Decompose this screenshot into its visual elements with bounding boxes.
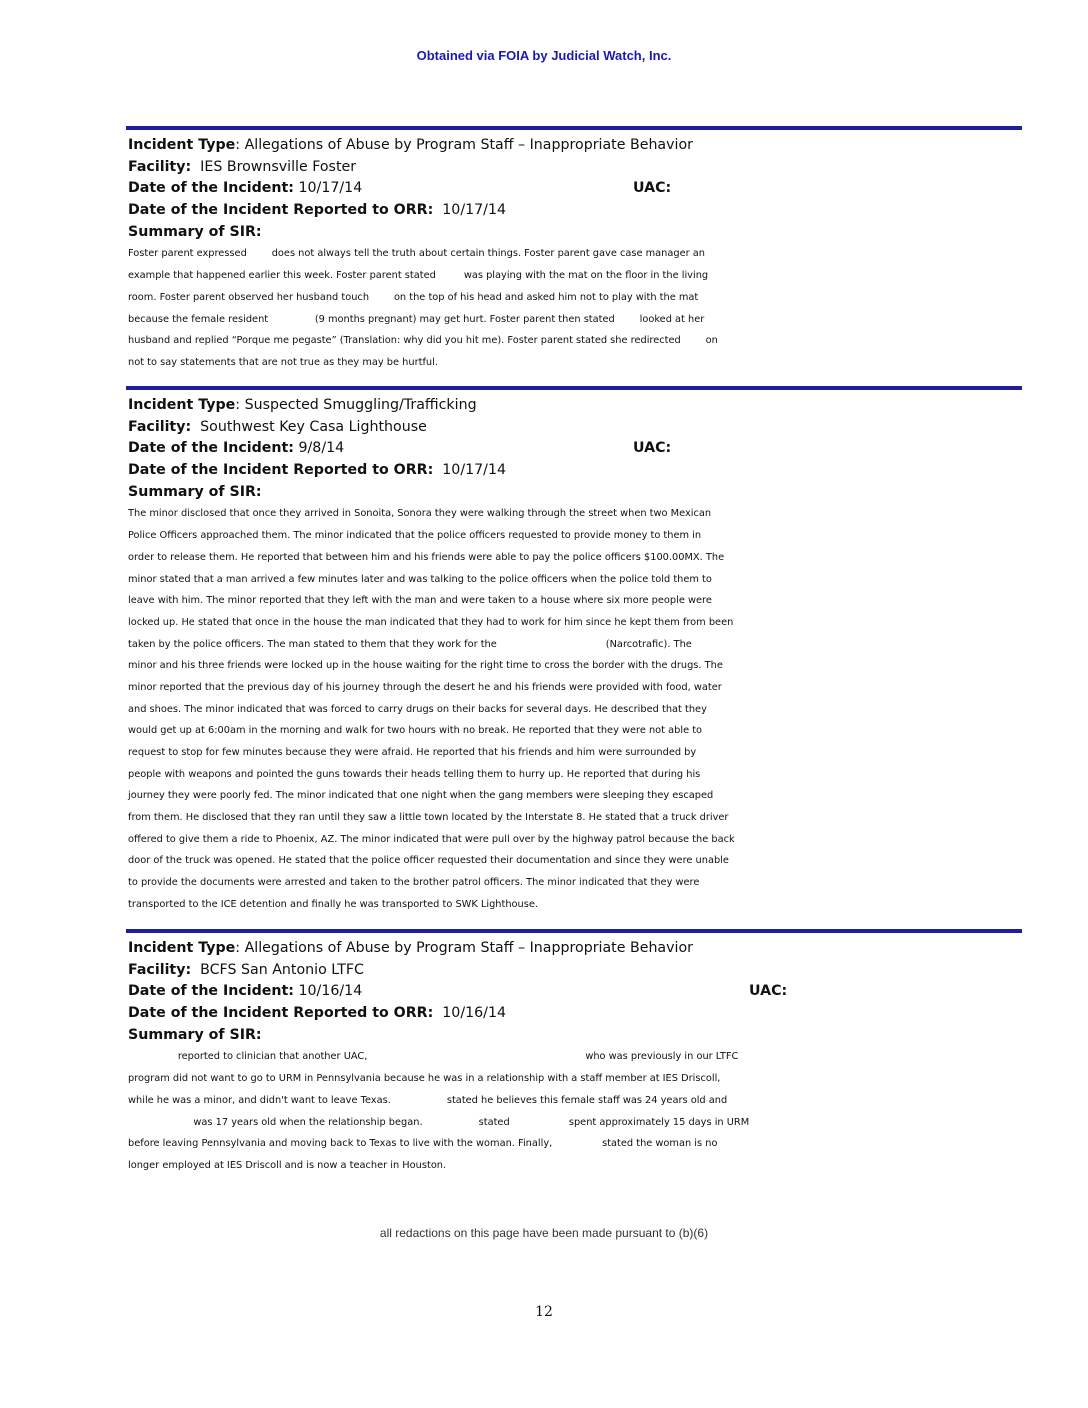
reported-label: Date of the Incident Reported to ORR: [128, 1005, 434, 1022]
summary-line: minor stated that a man arrived a few minutes later and was talking to the police officers when the police told them to [128, 573, 712, 585]
incident-type-line: Incident Type: Allegations of Abuse by Program Staff – Inappropriate Behavior [128, 940, 693, 956]
summary-label: Summary of SIR: [128, 483, 262, 500]
date-line [128, 178, 1023, 200]
summary-line: program did not want to go to URM in Pennsylvania because he was in a relationship with a staff member at IES Driscoll, [128, 1073, 721, 1085]
reported-line [128, 1003, 1023, 1025]
date-value: 10/17/14 [298, 180, 363, 197]
summary-line: not to say statements that are not true as they may be hurtful. [128, 356, 438, 368]
summary-line: longer employed at IES Driscoll and is now a teacher in Houston. [128, 1159, 447, 1171]
summary-line: and shoes. The minor indicated that was forced to carry drugs on their backs for several days. He described that they [128, 703, 707, 715]
incident-type-line: Incident Type: Suspected Smuggling/Trafficking [128, 397, 477, 413]
reported-line [128, 460, 1023, 482]
incident-record [128, 135, 1023, 374]
summary-text [128, 1046, 1023, 1176]
summary-line: minor reported that the previous day of his journey through the desert he and his friends were provided with food, water [128, 681, 722, 693]
summary-line: Foster parent expressed does not always tell the truth about certain things. Foster parent gave case manager an [128, 248, 705, 260]
summary-line: minor and his three friends were locked up in the house waiting for the right time to cross the border with the drugs. The [128, 660, 723, 672]
summary-line: before leaving Pennsylvania and moving back to Texas to live with the woman. Finally, stated the woman is no [128, 1138, 718, 1150]
uac-label: UAC: [633, 440, 672, 457]
incident-type-value: Allegations of Abuse by Program Staff – Inappropriate Behavior [244, 137, 693, 153]
summary-label: Summary of SIR: [128, 1026, 262, 1043]
summary-line: Police Officers approached them. The minor indicated that the police officers requested to provide money to them in [128, 530, 702, 542]
facility-label: Facility: [128, 418, 192, 435]
section-divider [126, 929, 1022, 933]
summary-line: to provide the documents were arrested and taken to the brother patrol officers. The minor indicated that they were [128, 877, 700, 889]
incident-type-value: Allegations of Abuse by Program Staff – Inappropriate Behavior [244, 940, 693, 956]
summary-line: reported to clinician that another UAC, who was previously in our LTFC [128, 1051, 739, 1063]
summary-line: was 17 years old when the relationship began. stated spent approximately 15 days in URM [128, 1116, 750, 1128]
summary-label: Summary of SIR: [128, 223, 262, 240]
summary-line: door of the truck was opened. He stated that the police officer requested their documentation and since they were unable [128, 855, 729, 867]
facility-line [128, 960, 1023, 982]
summary-line: taken by the police officers. The man stated to them that they work for the (Narcotrafic). The [128, 638, 692, 650]
summary-line: request to stop for few minutes because they were afraid. He reported that his friends and him were surrounded by [128, 747, 697, 758]
summary-line: because the female resident (9 months pregnant) may get hurt. Foster parent then stated looked at her [128, 313, 705, 325]
facility-label: Facility: [128, 961, 192, 978]
reported-label: Date of the Incident Reported to ORR: [128, 202, 434, 219]
reported-value: 10/17/14 [442, 202, 507, 219]
facility-value: BCFS San Antonio LTFC [200, 961, 364, 978]
summary-text [128, 243, 1023, 373]
reported-label: Date of the Incident Reported to ORR: [128, 462, 434, 479]
uac-label: UAC: [633, 180, 672, 197]
summary-line: husband and replied “Porque me pegaste” (Translation: why did you hit me). Foster parent stated she redirected on [128, 335, 718, 347]
incident-type-label: Incident Type [128, 137, 236, 153]
summary-line: example that happened earlier this week. Foster parent stated was playing with the mat on the floor in the living [128, 270, 709, 282]
uac-label: UAC: [749, 983, 788, 1000]
incident-record [128, 395, 1023, 916]
section-divider [126, 126, 1022, 130]
summary-line: would get up at 6:00am in the morning and walk for two hours with no break. He reported that they were not able to [128, 725, 703, 737]
date-line [128, 981, 1023, 1003]
date-value: 9/8/14 [298, 440, 345, 457]
summary-line: leave with him. The minor reported that they left with the man and were taken to a house where six more people were [128, 595, 712, 607]
summary-line: transported to the ICE detention and finally he was transported to SWK Lighthouse. [128, 898, 539, 910]
facility-value: IES Brownsville Foster [200, 158, 357, 175]
reported-line [128, 200, 1023, 222]
incident-type-value: Suspected Smuggling/Trafficking [244, 397, 477, 413]
summary-line: room. Foster parent observed her husband touch on the top of his head and asked him not to play with the mat [128, 291, 699, 303]
date-label: Date of the Incident: [128, 983, 294, 1000]
summary-line: journey they were poorly fed. The minor indicated that one night when the gang members were sleeping they escaped [128, 790, 714, 802]
incident-record [128, 938, 1023, 1177]
date-label: Date of the Incident: [128, 180, 294, 197]
date-value: 10/16/14 [298, 983, 363, 1000]
foia-header: Obtained via FOIA by Judicial Watch, Inc. [416, 48, 672, 63]
facility-label: Facility: [128, 158, 192, 175]
summary-line: while he was a minor, and didn't want to leave Texas. stated he believes this female staff was 24 years old and [128, 1094, 728, 1106]
redaction-note: all redactions on this page have been made pursuant to (b)(6) [379, 1226, 709, 1240]
summary-line: people with weapons and pointed the guns towards their heads telling them to hurry up. He reported that during his [128, 768, 701, 780]
incident-type-label: Incident Type [128, 397, 236, 413]
incident-type-label: Incident Type [128, 940, 236, 956]
date-label: Date of the Incident: [128, 440, 294, 457]
page-number: 12 [535, 1304, 553, 1320]
facility-value: Southwest Key Casa Lighthouse [200, 418, 427, 435]
summary-line: offered to give them a ride to Phoenix, AZ. The minor indicated that were pull over by the highway patrol because the back [128, 833, 735, 845]
facility-line [128, 417, 1023, 439]
incident-type-line: Incident Type: Allegations of Abuse by Program Staff – Inappropriate Behavior [128, 137, 693, 153]
summary-line: from them. He disclosed that they ran until they saw a little town located by the Interstate 8. He stated that a truck driver [128, 812, 729, 824]
reported-value: 10/17/14 [442, 462, 507, 479]
reported-value: 10/16/14 [442, 1005, 507, 1022]
facility-line [128, 157, 1023, 179]
summary-line: locked up. He stated that once in the house the man indicated that they had to work for him since he kept them from been [128, 616, 734, 628]
summary-line: order to release them. He reported that between him and his friends were able to pay the police officers $100.00MX. The [128, 551, 725, 563]
section-divider [126, 386, 1022, 390]
date-line [128, 438, 1023, 460]
summary-text [128, 503, 1023, 915]
summary-line: The minor disclosed that once they arrived in Sonoita, Sonora they were walking through the street when two Mexican [128, 508, 712, 520]
